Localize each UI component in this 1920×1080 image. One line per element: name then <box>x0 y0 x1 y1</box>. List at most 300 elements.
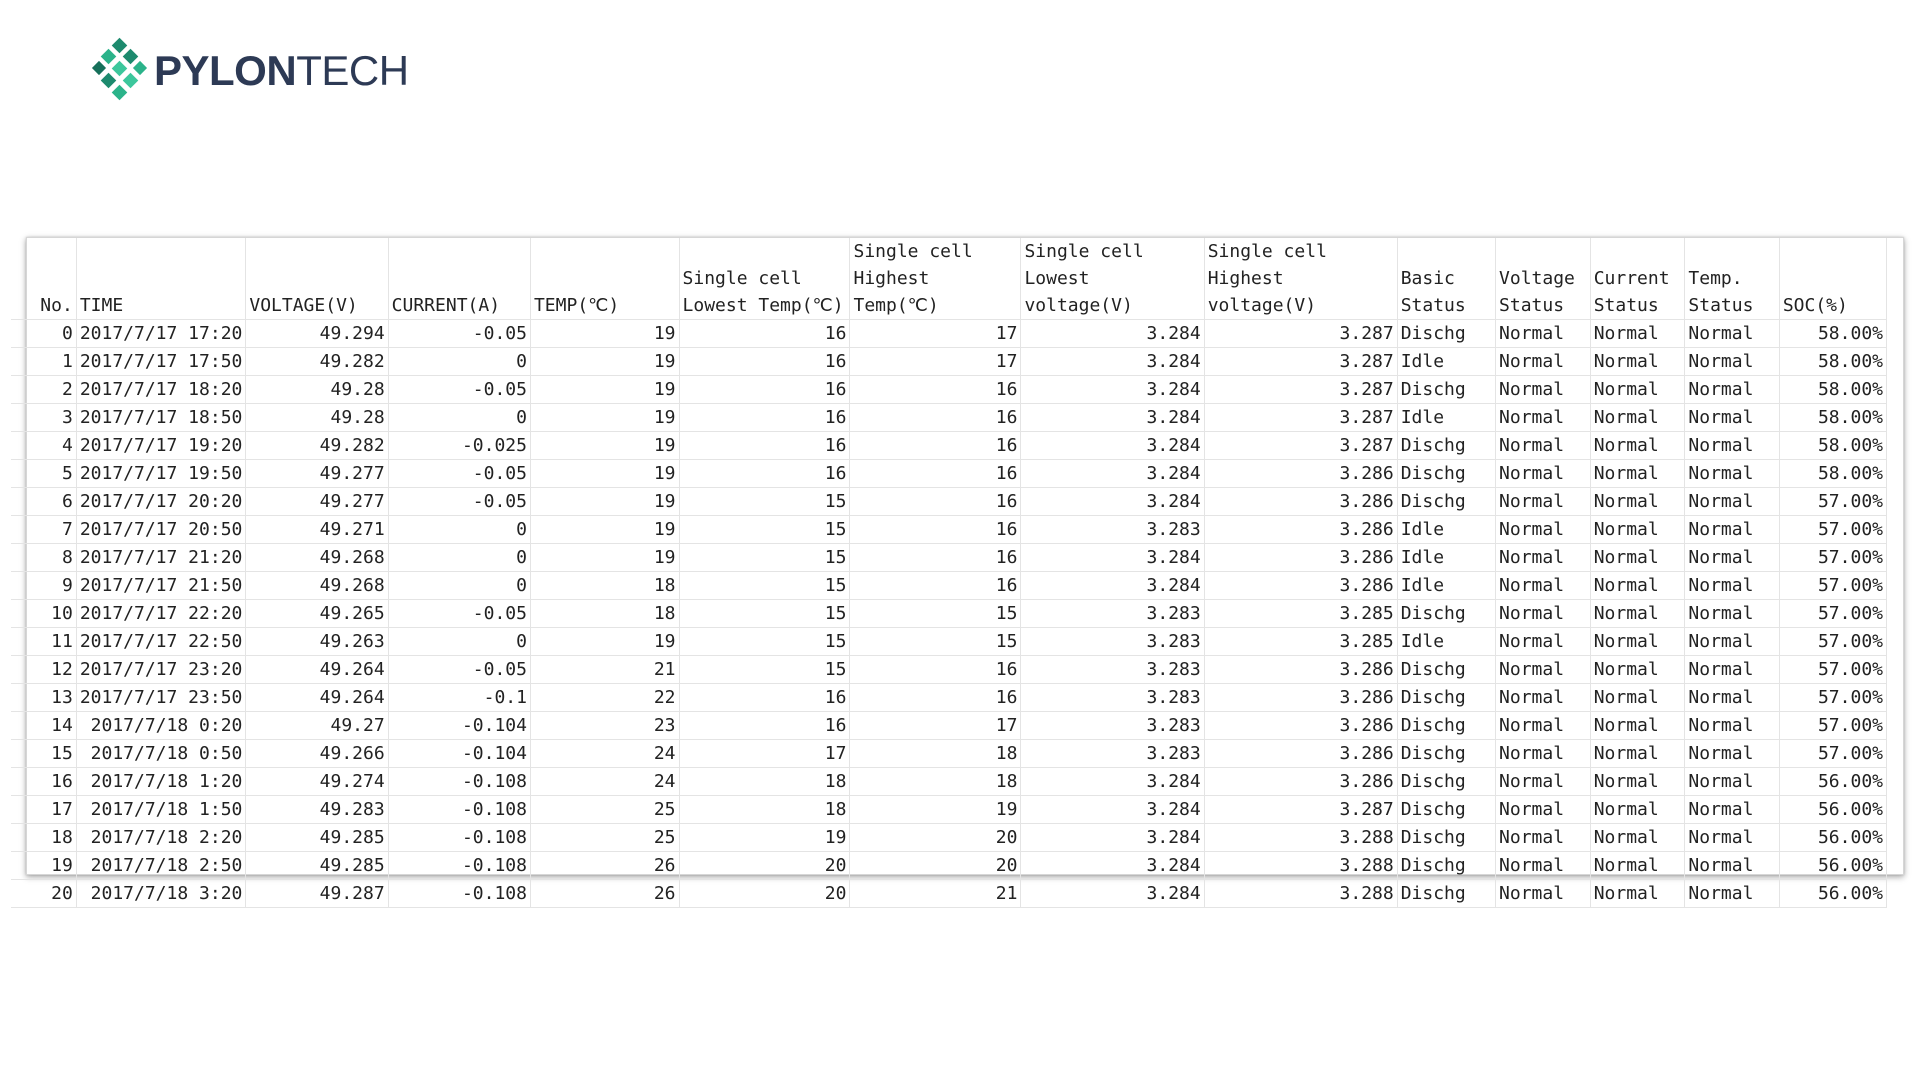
cell-time: 2017/7/17 18:20 <box>76 376 246 404</box>
cell-lowest-temp: 19 <box>679 824 850 852</box>
cell-time: 2017/7/18 3:20 <box>76 880 246 908</box>
cell-temp: 18 <box>530 600 679 628</box>
table-row <box>11 460 1887 488</box>
cell-current: 0 <box>388 544 530 572</box>
cell-no: 2 <box>11 376 76 404</box>
cell-lowest-temp: 16 <box>679 712 850 740</box>
table-row <box>11 768 1887 796</box>
cell-current-status: Normal <box>1590 796 1685 824</box>
cell-highest-temp: 20 <box>850 852 1021 880</box>
cell-time: 2017/7/17 17:50 <box>76 348 246 376</box>
cell-current: -0.1 <box>388 684 530 712</box>
cell-basic-status: Dischg <box>1397 740 1495 768</box>
cell-basic-status: Dischg <box>1397 376 1495 404</box>
cell-soc: 56.00% <box>1779 880 1886 908</box>
cell-current-status: Normal <box>1590 488 1685 516</box>
cell-current-status: Normal <box>1590 600 1685 628</box>
cell-highest-temp: 15 <box>850 600 1021 628</box>
cell-voltage-status: Normal <box>1496 656 1591 684</box>
cell-highest-temp: 15 <box>850 628 1021 656</box>
table-row <box>11 852 1887 880</box>
cell-lowest-temp: 20 <box>679 880 850 908</box>
cell-lowest-voltage: 3.284 <box>1021 824 1204 852</box>
cell-lowest-voltage: 3.283 <box>1021 656 1204 684</box>
cell-highest-voltage: 3.286 <box>1204 740 1397 768</box>
cell-temp: 19 <box>530 544 679 572</box>
cell-soc: 57.00% <box>1779 544 1886 572</box>
cell-soc: 57.00% <box>1779 600 1886 628</box>
cell-lowest-temp: 17 <box>679 740 850 768</box>
cell-temp: 19 <box>530 404 679 432</box>
cell-soc: 56.00% <box>1779 824 1886 852</box>
cell-highest-voltage: 3.287 <box>1204 432 1397 460</box>
cell-highest-voltage: 3.287 <box>1204 796 1397 824</box>
pylontech-logo <box>94 38 409 104</box>
cell-no: 8 <box>11 544 76 572</box>
cell-highest-voltage: 3.287 <box>1204 404 1397 432</box>
cell-no: 6 <box>11 488 76 516</box>
cell-time: 2017/7/17 18:50 <box>76 404 246 432</box>
cell-basic-status: Dischg <box>1397 796 1495 824</box>
cell-temp-status: Normal <box>1685 796 1779 824</box>
cell-highest-temp: 16 <box>850 404 1021 432</box>
cell-current: -0.025 <box>388 432 530 460</box>
cell-soc: 57.00% <box>1779 488 1886 516</box>
cell-lowest-temp: 18 <box>679 768 850 796</box>
cell-current-status: Normal <box>1590 572 1685 600</box>
cell-voltage-status: Normal <box>1496 852 1591 880</box>
cell-temp: 23 <box>530 712 679 740</box>
cell-no: 17 <box>11 796 76 824</box>
cell-voltage-status: Normal <box>1496 404 1591 432</box>
table-row <box>11 600 1887 628</box>
cell-lowest-temp: 16 <box>679 432 850 460</box>
cell-temp-status: Normal <box>1685 740 1779 768</box>
cell-highest-temp: 16 <box>850 544 1021 572</box>
cell-soc: 56.00% <box>1779 796 1886 824</box>
header-basic-status: Basic Status <box>1397 238 1495 320</box>
cell-no: 18 <box>11 824 76 852</box>
cell-basic-status: Dischg <box>1397 656 1495 684</box>
cell-soc: 57.00% <box>1779 516 1886 544</box>
cell-basic-status: Dischg <box>1397 852 1495 880</box>
cell-highest-voltage: 3.286 <box>1204 684 1397 712</box>
cell-temp: 19 <box>530 320 679 348</box>
cell-no: 15 <box>11 740 76 768</box>
cell-highest-temp: 18 <box>850 768 1021 796</box>
table-header-row <box>11 238 1887 320</box>
cell-lowest-voltage: 3.283 <box>1021 712 1204 740</box>
cell-current-status: Normal <box>1590 320 1685 348</box>
cell-lowest-temp: 15 <box>679 628 850 656</box>
cell-voltage: 49.28 <box>246 376 388 404</box>
cell-current-status: Normal <box>1590 516 1685 544</box>
cell-no: 4 <box>11 432 76 460</box>
cell-no: 14 <box>11 712 76 740</box>
table-row <box>11 628 1887 656</box>
cell-highest-temp: 16 <box>850 684 1021 712</box>
cell-highest-temp: 17 <box>850 712 1021 740</box>
cell-current: -0.05 <box>388 488 530 516</box>
cell-temp: 19 <box>530 516 679 544</box>
cell-soc: 57.00% <box>1779 740 1886 768</box>
table-row <box>11 516 1887 544</box>
cell-temp-status: Normal <box>1685 628 1779 656</box>
cell-highest-voltage: 3.286 <box>1204 544 1397 572</box>
cell-voltage: 49.282 <box>246 432 388 460</box>
cell-time: 2017/7/17 23:50 <box>76 684 246 712</box>
cell-temp: 19 <box>530 376 679 404</box>
cell-lowest-temp: 16 <box>679 460 850 488</box>
cell-temp: 25 <box>530 824 679 852</box>
table-row <box>11 544 1887 572</box>
cell-voltage: 49.28 <box>246 404 388 432</box>
cell-current-status: Normal <box>1590 880 1685 908</box>
cell-lowest-voltage: 3.283 <box>1021 628 1204 656</box>
cell-time: 2017/7/18 0:20 <box>76 712 246 740</box>
cell-soc: 58.00% <box>1779 432 1886 460</box>
cell-no: 9 <box>11 572 76 600</box>
cell-current-status: Normal <box>1590 684 1685 712</box>
cell-highest-temp: 18 <box>850 740 1021 768</box>
cell-time: 2017/7/18 2:50 <box>76 852 246 880</box>
cell-highest-voltage: 3.286 <box>1204 488 1397 516</box>
cell-current-status: Normal <box>1590 432 1685 460</box>
cell-voltage: 49.266 <box>246 740 388 768</box>
cell-voltage-status: Normal <box>1496 740 1591 768</box>
brand-name-bold: PYLON <box>154 47 297 94</box>
header-lowest-temp: Single cell Lowest Temp(℃) <box>679 238 850 320</box>
cell-temp: 25 <box>530 796 679 824</box>
cell-highest-temp: 16 <box>850 376 1021 404</box>
cell-basic-status: Dischg <box>1397 880 1495 908</box>
header-highest-voltage: Single cell Highest voltage(V) <box>1204 238 1397 320</box>
cell-basic-status: Idle <box>1397 544 1495 572</box>
cell-highest-voltage: 3.286 <box>1204 460 1397 488</box>
cell-no: 5 <box>11 460 76 488</box>
cell-temp: 24 <box>530 768 679 796</box>
cell-voltage-status: Normal <box>1496 768 1591 796</box>
cell-lowest-voltage: 3.284 <box>1021 880 1204 908</box>
cell-temp: 26 <box>530 880 679 908</box>
cell-voltage: 49.285 <box>246 824 388 852</box>
cell-highest-voltage: 3.287 <box>1204 376 1397 404</box>
cell-voltage: 49.277 <box>246 460 388 488</box>
cell-basic-status: Dischg <box>1397 824 1495 852</box>
cell-no: 7 <box>11 516 76 544</box>
cell-time: 2017/7/18 1:20 <box>76 768 246 796</box>
cell-temp: 18 <box>530 572 679 600</box>
cell-lowest-temp: 15 <box>679 516 850 544</box>
cell-voltage: 49.277 <box>246 488 388 516</box>
cell-voltage-status: Normal <box>1496 320 1591 348</box>
cell-highest-voltage: 3.286 <box>1204 656 1397 684</box>
cell-current: -0.108 <box>388 796 530 824</box>
cell-basic-status: Dischg <box>1397 320 1495 348</box>
cell-highest-voltage: 3.286 <box>1204 768 1397 796</box>
cell-lowest-temp: 16 <box>679 348 850 376</box>
cell-voltage-status: Normal <box>1496 824 1591 852</box>
cell-voltage-status: Normal <box>1496 348 1591 376</box>
cell-time: 2017/7/18 2:20 <box>76 824 246 852</box>
cell-temp-status: Normal <box>1685 656 1779 684</box>
cell-basic-status: Idle <box>1397 572 1495 600</box>
cell-current: -0.108 <box>388 852 530 880</box>
cell-lowest-temp: 15 <box>679 544 850 572</box>
cell-highest-voltage: 3.287 <box>1204 348 1397 376</box>
cell-time: 2017/7/17 22:50 <box>76 628 246 656</box>
table-row <box>11 684 1887 712</box>
cell-highest-temp: 16 <box>850 460 1021 488</box>
cell-highest-temp: 17 <box>850 320 1021 348</box>
cell-lowest-voltage: 3.284 <box>1021 572 1204 600</box>
cell-temp: 22 <box>530 684 679 712</box>
cell-lowest-temp: 15 <box>679 488 850 516</box>
cell-soc: 58.00% <box>1779 376 1886 404</box>
cell-lowest-temp: 16 <box>679 320 850 348</box>
cell-soc: 58.00% <box>1779 320 1886 348</box>
cell-current: -0.104 <box>388 740 530 768</box>
cell-highest-temp: 16 <box>850 656 1021 684</box>
cell-no: 3 <box>11 404 76 432</box>
cell-basic-status: Dischg <box>1397 768 1495 796</box>
cell-current: -0.05 <box>388 376 530 404</box>
cell-voltage-status: Normal <box>1496 628 1591 656</box>
cell-temp-status: Normal <box>1685 320 1779 348</box>
cell-current-status: Normal <box>1590 460 1685 488</box>
cell-time: 2017/7/17 20:20 <box>76 488 246 516</box>
table-row <box>11 320 1887 348</box>
cell-no: 16 <box>11 768 76 796</box>
cell-time: 2017/7/17 23:20 <box>76 656 246 684</box>
cell-temp: 19 <box>530 488 679 516</box>
cell-no: 20 <box>11 880 76 908</box>
header-voltage-status: Voltage Status <box>1496 238 1591 320</box>
cell-temp-status: Normal <box>1685 348 1779 376</box>
cell-lowest-temp: 20 <box>679 852 850 880</box>
cell-voltage-status: Normal <box>1496 544 1591 572</box>
cell-voltage-status: Normal <box>1496 432 1591 460</box>
cell-lowest-voltage: 3.284 <box>1021 432 1204 460</box>
cell-voltage: 49.283 <box>246 796 388 824</box>
cell-current-status: Normal <box>1590 404 1685 432</box>
cell-temp-status: Normal <box>1685 852 1779 880</box>
cell-temp-status: Normal <box>1685 880 1779 908</box>
cell-highest-voltage: 3.286 <box>1204 516 1397 544</box>
cell-temp: 19 <box>530 628 679 656</box>
cell-highest-temp: 20 <box>850 824 1021 852</box>
cell-temp-status: Normal <box>1685 516 1779 544</box>
cell-highest-voltage: 3.287 <box>1204 320 1397 348</box>
cell-temp-status: Normal <box>1685 684 1779 712</box>
table-row <box>11 376 1887 404</box>
cell-temp-status: Normal <box>1685 488 1779 516</box>
cell-lowest-voltage: 3.283 <box>1021 740 1204 768</box>
cell-current: -0.05 <box>388 320 530 348</box>
cell-voltage: 49.265 <box>246 600 388 628</box>
cell-no: 19 <box>11 852 76 880</box>
cell-voltage: 49.287 <box>246 880 388 908</box>
cell-temp-status: Normal <box>1685 600 1779 628</box>
brand-name-thin: TECH <box>296 47 409 94</box>
cell-current-status: Normal <box>1590 628 1685 656</box>
cell-highest-voltage: 3.288 <box>1204 852 1397 880</box>
cell-highest-temp: 16 <box>850 572 1021 600</box>
cell-voltage: 49.285 <box>246 852 388 880</box>
cell-no: 12 <box>11 656 76 684</box>
cell-time: 2017/7/17 22:20 <box>76 600 246 628</box>
cell-voltage: 49.264 <box>246 684 388 712</box>
cell-temp: 26 <box>530 852 679 880</box>
cell-lowest-temp: 16 <box>679 684 850 712</box>
header-no: No. <box>11 238 76 320</box>
cell-no: 11 <box>11 628 76 656</box>
cell-soc: 56.00% <box>1779 852 1886 880</box>
cell-lowest-temp: 15 <box>679 656 850 684</box>
cell-lowest-voltage: 3.283 <box>1021 600 1204 628</box>
cell-lowest-temp: 18 <box>679 796 850 824</box>
cell-current-status: Normal <box>1590 376 1685 404</box>
table-row <box>11 656 1887 684</box>
cell-highest-temp: 17 <box>850 348 1021 376</box>
cell-temp-status: Normal <box>1685 404 1779 432</box>
cell-basic-status: Dischg <box>1397 432 1495 460</box>
table-row <box>11 712 1887 740</box>
cell-no: 10 <box>11 600 76 628</box>
table-row <box>11 796 1887 824</box>
cell-temp: 19 <box>530 432 679 460</box>
cell-current-status: Normal <box>1590 852 1685 880</box>
cell-lowest-temp: 15 <box>679 600 850 628</box>
header-soc: SOC(%) <box>1779 238 1886 320</box>
cell-soc: 57.00% <box>1779 572 1886 600</box>
cell-temp-status: Normal <box>1685 768 1779 796</box>
cell-current: 0 <box>388 628 530 656</box>
cell-temp-status: Normal <box>1685 432 1779 460</box>
cell-no: 0 <box>11 320 76 348</box>
cell-highest-voltage: 3.285 <box>1204 600 1397 628</box>
cell-no: 13 <box>11 684 76 712</box>
cell-temp: 19 <box>530 460 679 488</box>
cell-lowest-voltage: 3.283 <box>1021 516 1204 544</box>
cell-voltage: 49.274 <box>246 768 388 796</box>
cell-voltage: 49.27 <box>246 712 388 740</box>
cell-voltage-status: Normal <box>1496 712 1591 740</box>
cell-lowest-voltage: 3.284 <box>1021 796 1204 824</box>
cell-basic-status: Dischg <box>1397 488 1495 516</box>
cell-lowest-voltage: 3.284 <box>1021 460 1204 488</box>
cell-basic-status: Dischg <box>1397 684 1495 712</box>
cell-temp: 24 <box>530 740 679 768</box>
table-row <box>11 572 1887 600</box>
cell-temp-status: Normal <box>1685 460 1779 488</box>
cell-highest-voltage: 3.286 <box>1204 712 1397 740</box>
header-current: CURRENT(A) <box>388 238 530 320</box>
cell-soc: 57.00% <box>1779 656 1886 684</box>
table-row <box>11 824 1887 852</box>
cell-voltage: 49.282 <box>246 348 388 376</box>
cell-temp: 21 <box>530 656 679 684</box>
header-time: TIME <box>76 238 246 320</box>
cell-current: -0.108 <box>388 880 530 908</box>
cell-basic-status: Dischg <box>1397 600 1495 628</box>
header-temp: TEMP(℃) <box>530 238 679 320</box>
table-row <box>11 432 1887 460</box>
cell-voltage-status: Normal <box>1496 684 1591 712</box>
header-highest-temp: Single cell Highest Temp(℃) <box>850 238 1021 320</box>
cell-soc: 58.00% <box>1779 348 1886 376</box>
cell-current-status: Normal <box>1590 656 1685 684</box>
table-row <box>11 404 1887 432</box>
cell-time: 2017/7/17 19:50 <box>76 460 246 488</box>
cell-no: 1 <box>11 348 76 376</box>
cell-basic-status: Idle <box>1397 628 1495 656</box>
header-lowest-voltage: Single cell Lowest voltage(V) <box>1021 238 1204 320</box>
cell-voltage: 49.268 <box>246 572 388 600</box>
cell-voltage-status: Normal <box>1496 376 1591 404</box>
battery-log-table <box>11 238 1887 908</box>
cell-soc: 57.00% <box>1779 712 1886 740</box>
header-temp-status: Temp. Status <box>1685 238 1779 320</box>
cell-lowest-temp: 16 <box>679 376 850 404</box>
cell-voltage-status: Normal <box>1496 460 1591 488</box>
cell-current: -0.104 <box>388 712 530 740</box>
cell-lowest-voltage: 3.284 <box>1021 404 1204 432</box>
cell-basic-status: Dischg <box>1397 712 1495 740</box>
cell-current: 0 <box>388 572 530 600</box>
table-row <box>11 740 1887 768</box>
table-row <box>11 880 1887 908</box>
cell-current-status: Normal <box>1590 712 1685 740</box>
cell-lowest-voltage: 3.284 <box>1021 852 1204 880</box>
cell-current: -0.05 <box>388 600 530 628</box>
pylontech-logo-mark-icon <box>94 38 146 104</box>
cell-temp-status: Normal <box>1685 544 1779 572</box>
header-voltage: VOLTAGE(V) <box>246 238 388 320</box>
cell-current: 0 <box>388 348 530 376</box>
cell-current: 0 <box>388 404 530 432</box>
cell-voltage: 49.263 <box>246 628 388 656</box>
cell-current: -0.108 <box>388 824 530 852</box>
cell-lowest-voltage: 3.284 <box>1021 488 1204 516</box>
cell-current-status: Normal <box>1590 768 1685 796</box>
cell-time: 2017/7/17 21:20 <box>76 544 246 572</box>
cell-basic-status: Idle <box>1397 348 1495 376</box>
cell-lowest-voltage: 3.284 <box>1021 348 1204 376</box>
cell-soc: 58.00% <box>1779 404 1886 432</box>
cell-voltage: 49.271 <box>246 516 388 544</box>
cell-lowest-temp: 16 <box>679 404 850 432</box>
cell-lowest-voltage: 3.283 <box>1021 684 1204 712</box>
cell-temp-status: Normal <box>1685 712 1779 740</box>
cell-lowest-voltage: 3.284 <box>1021 320 1204 348</box>
cell-current: -0.05 <box>388 460 530 488</box>
cell-time: 2017/7/18 1:50 <box>76 796 246 824</box>
header-current-status: Current Status <box>1590 238 1685 320</box>
cell-time: 2017/7/17 20:50 <box>76 516 246 544</box>
cell-highest-voltage: 3.286 <box>1204 572 1397 600</box>
cell-voltage: 49.294 <box>246 320 388 348</box>
pylontech-wordmark <box>154 47 409 94</box>
cell-highest-temp: 16 <box>850 488 1021 516</box>
cell-highest-temp: 21 <box>850 880 1021 908</box>
cell-voltage-status: Normal <box>1496 880 1591 908</box>
cell-current-status: Normal <box>1590 348 1685 376</box>
table-row <box>11 348 1887 376</box>
cell-time: 2017/7/17 17:20 <box>76 320 246 348</box>
cell-time: 2017/7/17 19:20 <box>76 432 246 460</box>
cell-current-status: Normal <box>1590 740 1685 768</box>
